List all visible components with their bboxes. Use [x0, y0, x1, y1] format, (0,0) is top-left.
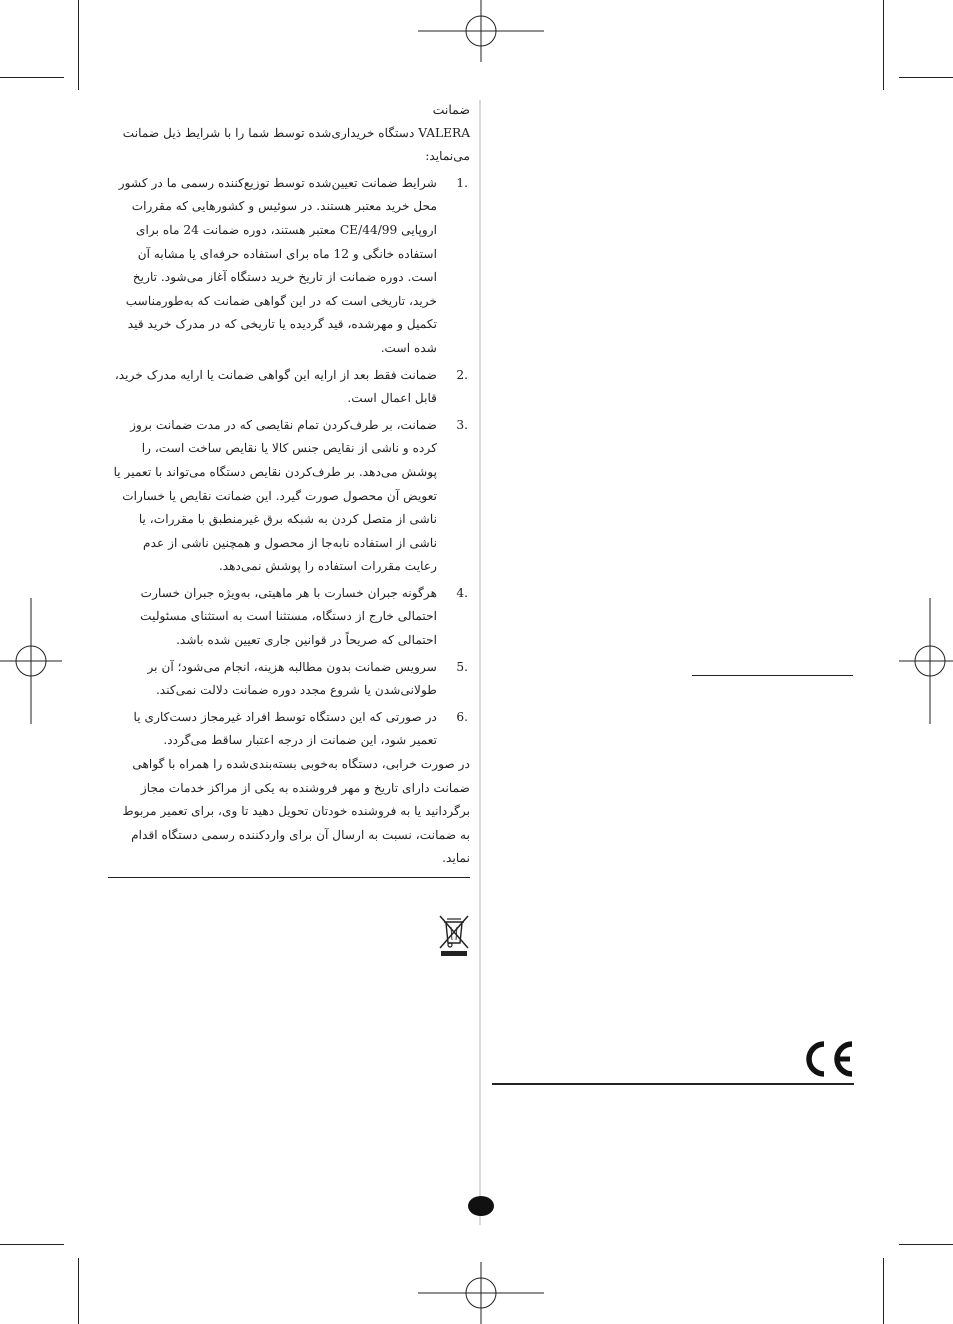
warranty-title: ضمانت: [432, 102, 470, 117]
signature-line: [692, 675, 853, 676]
warranty-item-6: [110, 706, 470, 753]
warranty-section: [110, 98, 470, 871]
item-text: ضمانت، بر طرف‌کردن تمام نقایصی که در مدت ضمانت بروز کرده و ناشی از نقایص جنس کالا یا نقایص ساخت است، را پوشش می‌دهد. بر طرف‌کردن نقایص دستگاه می‌تواند با تعمیر یا تعویض آن محصول صورت گیرد. این ضمانت نقایص یا خسارات ناشی از متصل کردن به شبکه برق غیرمنطبق با مقررات، یا ناشی از استفاده نابه‌جا از محصول و همچنین ناشی از عدم رعایت مقررات استفاده را پوشش نمی‌دهد.: [113, 417, 437, 574]
item-text: سرویس ضمانت بدون مطالبه هزینه، انجام می‌شود؛ آن بر طولانی‌شدن یا شروع مجدد دوره ضمانت دلالت نمی‌کند.: [147, 659, 437, 698]
registration-mark-top-icon: [418, 0, 544, 62]
item-number: .1: [456, 175, 468, 190]
item-number: .5: [456, 659, 468, 674]
warranty-intro: VALERA دستگاه خریداری‌شده توسط شما را با شرایط ذیل ضمانت می‌نماید:: [122, 125, 470, 164]
warranty-closing: در صورت خرابی، دستگاه به‌خوبی بسته‌بندی‌شده را همراه با گواهی ضمانت دارای تاریخ و مهر فروشنده به یکی از مراکز خدمات مجاز برگردانید یا به فروشنده خودتان تحویل دهید تا وی، برای تعمیر مربوط به ضمانت، نسبت به ارسال آن برای واردکننده رسمی دستگاه اقدام نماید.: [122, 757, 470, 866]
page-marker: [468, 1196, 494, 1216]
warranty-item-1: [110, 172, 470, 361]
item-number: .3: [456, 417, 468, 432]
item-text: در صورتی که این دستگاه توسط افراد غیرمجاز دست‌کاری یا تعمیر شود، این ضمانت از درجه اعتبار ساقط می‌گردد.: [133, 709, 437, 748]
section-divider: [108, 877, 470, 878]
item-number: .6: [456, 709, 468, 724]
crossed-out-wheelie-bin-icon: [438, 913, 470, 957]
item-text: شرایط ضمانت تعیین‌شده توسط توزیع‌کننده رسمی ما در کشور محل خرید معتبر هستند. در سوئیس و کشورهایی که مقررات اروپایی 44/99/CE معتبر هستند، دوره ضمانت 24 ماه برای استفاده خانگی و 12 ماه برای استفاده حرفه‌ای یا مشابه آن است. دوره ضمانت از تاریخ خرید دستگاه آغاز می‌شود. تاریخ خرید، تاریخی است که در این گواهی ضمانت که به‌طورمناسب تکمیل و مهرشده، قید گردیده یا تاریخی که در مدرک خرید قید شده است.: [118, 175, 437, 355]
registration-mark-right-icon: [899, 598, 953, 724]
warranty-item-5: [110, 656, 470, 703]
item-text: ضمانت فقط بعد از ارایه این گواهی ضمانت یا ارایه مدرک خرید، قابل اعمال است.: [114, 367, 437, 406]
ce-mark-icon: [800, 1040, 854, 1078]
footer-divider: [492, 1083, 854, 1085]
item-number: .2: [456, 367, 468, 382]
warranty-item-2: [110, 364, 470, 411]
registration-mark-left-icon: [0, 598, 62, 724]
registration-mark-bottom-icon: [418, 1262, 544, 1324]
warranty-item-4: [110, 582, 470, 653]
warranty-item-3: [110, 414, 470, 579]
page-spine: [479, 100, 481, 1225]
item-number: .4: [456, 585, 468, 600]
item-text: هرگونه جبران خسارت با هر ماهیتی، به‌ویژه جبران خسارت احتمالی خارج از دستگاه، مستثنا است به استثنای مسئولیت احتمالی که صریحاً در قوانین جاری تعیین شده باشد.: [140, 585, 437, 648]
